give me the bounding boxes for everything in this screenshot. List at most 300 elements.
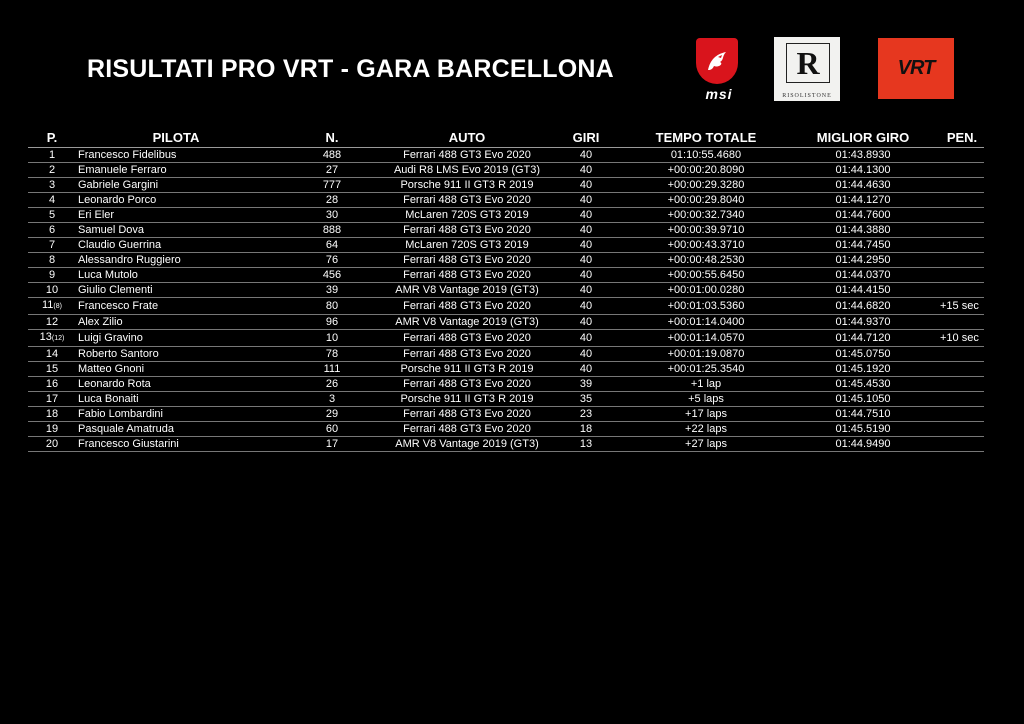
best-lap-cell-text: 01:44.7450 [835, 239, 891, 251]
table-row [28, 253, 984, 268]
position-cell-text: 13 [39, 331, 52, 343]
laps-cell [546, 238, 626, 253]
position-cell-text: 10 [45, 284, 59, 296]
car-cell [388, 330, 546, 347]
laps-cell [546, 193, 626, 208]
total-time-cell [626, 377, 786, 392]
driver-cell [76, 208, 276, 223]
driver-cell-text: Matteo Gnoni [78, 363, 145, 375]
number-cell [276, 422, 388, 437]
dragon-icon [702, 46, 732, 76]
risolistone-wordmark: RISOLISTONE [782, 93, 832, 99]
position-cell [28, 223, 76, 238]
number-cell [276, 238, 388, 253]
car-cell-text: Ferrari 488 GT3 Evo 2020 [403, 194, 531, 206]
total-time-cell [626, 407, 786, 422]
penalty-cell [940, 347, 984, 362]
number-cell-text: 80 [325, 300, 339, 312]
position-cell-text: 2 [48, 164, 56, 176]
car-cell-text: AMR V8 Vantage 2019 (GT3) [395, 284, 539, 296]
number-cell-text: 10 [325, 332, 339, 344]
number-cell-text: 30 [325, 209, 339, 221]
col-header-penalty: PEN. [940, 127, 984, 148]
table-row [28, 283, 984, 298]
total-time-cell [626, 330, 786, 347]
best-lap-cell [786, 407, 940, 422]
vrt-wordmark: VRT [897, 57, 935, 79]
best-lap-cell-text: 01:44.0370 [835, 269, 891, 281]
best-lap-cell-text: 01:43.8930 [835, 149, 891, 161]
laps-cell [546, 253, 626, 268]
number-cell-text: 76 [325, 254, 339, 266]
position-cell [28, 283, 76, 298]
number-cell [276, 315, 388, 330]
car-cell [388, 392, 546, 407]
position-cell [28, 268, 76, 283]
driver-cell [76, 362, 276, 377]
driver-cell [76, 193, 276, 208]
table-row [28, 362, 984, 377]
car-cell-text: Ferrari 488 GT3 Evo 2020 [403, 300, 531, 312]
total-time-cell-text: +00:00:20.8090 [667, 164, 745, 176]
position-cell [28, 437, 76, 452]
penalty-cell [940, 193, 984, 208]
total-time-cell-text: +00:01:00.0280 [667, 284, 745, 296]
total-time-cell-text: +00:01:14.0570 [667, 332, 745, 344]
best-lap-cell [786, 253, 940, 268]
laps-cell-text: 40 [579, 239, 593, 251]
total-time-cell [626, 422, 786, 437]
number-cell [276, 377, 388, 392]
penalty-cell [940, 407, 984, 422]
position-cell [28, 377, 76, 392]
col-header-driver: PILOTA [76, 127, 276, 148]
car-cell [388, 407, 546, 422]
penalty-cell [940, 362, 984, 377]
car-cell-text: Ferrari 488 GT3 Evo 2020 [403, 269, 531, 281]
original-position-note: (12) [51, 335, 65, 342]
driver-cell [76, 163, 276, 178]
driver-cell-text: Emanuele Ferraro [78, 164, 167, 176]
car-cell [388, 298, 546, 315]
table-row [28, 407, 984, 422]
number-cell [276, 392, 388, 407]
laps-cell [546, 298, 626, 315]
car-cell-text: Ferrari 488 GT3 Evo 2020 [403, 254, 531, 266]
penalty-cell [940, 253, 984, 268]
car-cell-text: Ferrari 488 GT3 Evo 2020 [403, 378, 531, 390]
driver-cell [76, 253, 276, 268]
best-lap-cell-text: 01:45.4530 [835, 378, 891, 390]
penalty-cell [940, 392, 984, 407]
total-time-cell [626, 148, 786, 163]
table-row [28, 178, 984, 193]
header-row [28, 127, 984, 148]
table-row [28, 330, 984, 347]
best-lap-cell-text: 01:45.0750 [835, 348, 891, 360]
position-cell [28, 330, 76, 347]
driver-cell-text: Roberto Santoro [78, 348, 159, 360]
table-row [28, 238, 984, 253]
position-cell-text: 11 [42, 299, 54, 311]
risolistone-mark: R [786, 43, 830, 83]
total-time-cell [626, 163, 786, 178]
number-cell-text: 456 [322, 269, 342, 281]
number-cell [276, 208, 388, 223]
laps-cell-text: 39 [579, 378, 593, 390]
car-cell-text: McLaren 720S GT3 2019 [405, 239, 529, 251]
position-cell [28, 178, 76, 193]
best-lap-cell [786, 422, 940, 437]
position-cell [28, 253, 76, 268]
driver-cell [76, 315, 276, 330]
penalty-cell [940, 178, 984, 193]
best-lap-cell [786, 347, 940, 362]
position-cell [28, 208, 76, 223]
laps-cell [546, 178, 626, 193]
car-cell-text: Audi R8 LMS Evo 2019 (GT3) [393, 164, 541, 176]
total-time-cell-text: +00:00:32.7340 [667, 209, 745, 221]
laps-cell-text: 13 [579, 438, 593, 450]
driver-cell-text: Eri Eler [78, 209, 115, 221]
driver-cell-text: Francesco Frate [78, 300, 159, 312]
page-title: RISULTATI PRO VRT - GARA BARCELLONA [87, 55, 614, 83]
col-header-total-time: TEMPO TOTALE [626, 127, 786, 148]
number-cell [276, 347, 388, 362]
driver-cell [76, 330, 276, 347]
table-row [28, 148, 984, 163]
best-lap-cell [786, 193, 940, 208]
best-lap-cell [786, 315, 940, 330]
penalty-cell [940, 148, 984, 163]
position-cell-text: 18 [45, 408, 59, 420]
driver-cell-text: Pasquale Amatruda [78, 423, 175, 435]
laps-cell [546, 362, 626, 377]
penalty-cell [940, 223, 984, 238]
driver-cell-text: Alex Zilio [78, 316, 123, 328]
total-time-cell [626, 253, 786, 268]
best-lap-cell-text: 01:44.4630 [835, 179, 891, 191]
car-cell-text: Ferrari 488 GT3 Evo 2020 [403, 348, 531, 360]
position-cell [28, 148, 76, 163]
total-time-cell-text: 01:10:55.4680 [670, 149, 742, 161]
best-lap-cell [786, 178, 940, 193]
driver-cell [76, 223, 276, 238]
best-lap-cell-text: 01:44.3880 [835, 224, 891, 236]
car-cell [388, 422, 546, 437]
car-cell-text: Ferrari 488 GT3 Evo 2020 [403, 149, 531, 161]
col-header-position: P. [28, 127, 76, 148]
best-lap-cell-text: 01:44.1270 [835, 194, 891, 206]
laps-cell [546, 208, 626, 223]
position-cell [28, 347, 76, 362]
position-cell [28, 422, 76, 437]
position-cell [28, 238, 76, 253]
position-cell-text: 20 [45, 438, 59, 450]
car-cell [388, 315, 546, 330]
laps-cell-text: 40 [579, 254, 593, 266]
laps-cell-text: 40 [579, 316, 593, 328]
table-row [28, 377, 984, 392]
penalty-cell [940, 238, 984, 253]
vrt-logo [878, 38, 954, 99]
laps-cell-text: 40 [579, 164, 593, 176]
col-header-car: AUTO [388, 127, 546, 148]
laps-cell-text: 40 [579, 179, 593, 191]
total-time-cell-text: +00:00:29.3280 [667, 179, 745, 191]
total-time-cell-text: +00:00:55.6450 [667, 269, 745, 281]
best-lap-cell [786, 208, 940, 223]
car-cell [388, 208, 546, 223]
number-cell [276, 437, 388, 452]
number-cell-text: 888 [322, 224, 342, 236]
total-time-cell [626, 208, 786, 223]
number-cell-text: 488 [322, 149, 342, 161]
number-cell-text: 29 [325, 408, 339, 420]
position-cell-text: 16 [45, 378, 59, 390]
number-cell-text: 17 [325, 438, 339, 450]
best-lap-cell-text: 01:44.7600 [835, 209, 891, 221]
driver-cell [76, 298, 276, 315]
number-cell-text: 28 [325, 194, 339, 206]
col-header-best-lap: MIGLIOR GIRO [786, 127, 940, 148]
penalty-cell [940, 377, 984, 392]
number-cell-text: 60 [325, 423, 339, 435]
number-cell [276, 253, 388, 268]
position-cell-text: 5 [48, 209, 56, 221]
best-lap-cell-text: 01:45.5190 [835, 423, 891, 435]
table-row [28, 422, 984, 437]
laps-cell [546, 437, 626, 452]
laps-cell-text: 18 [579, 423, 593, 435]
car-cell [388, 268, 546, 283]
table-row [28, 315, 984, 330]
table-row [28, 193, 984, 208]
car-cell-text: Porsche 911 II GT3 R 2019 [400, 393, 534, 405]
number-cell [276, 148, 388, 163]
penalty-cell-text: +15 sec [940, 300, 979, 312]
position-cell [28, 315, 76, 330]
driver-cell-text: Claudio Guerrina [78, 239, 162, 251]
driver-cell-text: Luigi Gravino [78, 332, 143, 344]
penalty-cell [940, 283, 984, 298]
penalty-cell [940, 422, 984, 437]
table-row [28, 208, 984, 223]
car-cell-text: Porsche 911 II GT3 R 2019 [400, 179, 534, 191]
car-cell-text: Porsche 911 II GT3 R 2019 [400, 363, 534, 375]
driver-cell-text: Giulio Clementi [78, 284, 153, 296]
risolistone-logo [774, 37, 840, 101]
driver-cell-text: Alessandro Ruggiero [78, 254, 181, 266]
table-row [28, 298, 984, 315]
driver-cell-text: Leonardo Rota [78, 378, 151, 390]
position-cell-text: 9 [48, 269, 56, 281]
laps-cell [546, 377, 626, 392]
laps-cell [546, 148, 626, 163]
col-header-number: N. [276, 127, 388, 148]
driver-cell [76, 148, 276, 163]
position-cell [28, 362, 76, 377]
total-time-cell-text: +00:01:25.3540 [667, 363, 745, 375]
driver-cell-text: Samuel Dova [78, 224, 145, 236]
laps-cell-text: 40 [579, 348, 593, 360]
position-cell-text: 19 [45, 423, 59, 435]
best-lap-cell-text: 01:45.1050 [835, 393, 891, 405]
laps-cell [546, 407, 626, 422]
position-cell-text: 7 [48, 239, 56, 251]
total-time-cell-text: +00:01:19.0870 [667, 348, 745, 360]
total-time-cell [626, 298, 786, 315]
total-time-cell-text: +00:00:29.8040 [667, 194, 745, 206]
car-cell [388, 362, 546, 377]
best-lap-cell-text: 01:44.2950 [835, 254, 891, 266]
penalty-cell [940, 437, 984, 452]
results-table [28, 127, 984, 452]
car-cell-text: AMR V8 Vantage 2019 (GT3) [395, 316, 539, 328]
total-time-cell-text: +5 laps [688, 393, 724, 405]
penalty-cell [940, 330, 984, 347]
car-cell-text: Ferrari 488 GT3 Evo 2020 [403, 423, 531, 435]
laps-cell [546, 223, 626, 238]
total-time-cell-text: +1 lap [690, 378, 722, 390]
car-cell-text: AMR V8 Vantage 2019 (GT3) [395, 438, 539, 450]
laps-cell [546, 268, 626, 283]
laps-cell [546, 315, 626, 330]
laps-cell-text: 40 [579, 284, 593, 296]
best-lap-cell [786, 163, 940, 178]
car-cell [388, 283, 546, 298]
number-cell [276, 163, 388, 178]
table-row [28, 392, 984, 407]
car-cell [388, 163, 546, 178]
number-cell [276, 407, 388, 422]
best-lap-cell-text: 01:44.7120 [835, 332, 891, 344]
best-lap-cell [786, 298, 940, 315]
driver-cell-text: Gabriele Gargini [78, 179, 159, 191]
position-cell-text: 15 [45, 363, 59, 375]
total-time-cell [626, 193, 786, 208]
position-cell-text: 4 [48, 194, 56, 206]
position-cell-text: 3 [48, 179, 56, 191]
total-time-cell [626, 178, 786, 193]
number-cell [276, 298, 388, 315]
car-cell [388, 148, 546, 163]
number-cell [276, 283, 388, 298]
col-header-laps: GIRI [546, 127, 626, 148]
table-row [28, 268, 984, 283]
number-cell [276, 178, 388, 193]
car-cell [388, 223, 546, 238]
driver-cell [76, 178, 276, 193]
driver-cell-text: Luca Bonaiti [78, 393, 139, 405]
driver-cell-text: Luca Mutolo [78, 269, 138, 281]
penalty-cell [940, 163, 984, 178]
laps-cell-text: 40 [579, 194, 593, 206]
total-time-cell [626, 315, 786, 330]
driver-cell [76, 377, 276, 392]
car-cell-text: Ferrari 488 GT3 Evo 2020 [403, 332, 531, 344]
original-position-note: (8) [53, 303, 62, 310]
best-lap-cell-text: 01:44.7510 [835, 408, 891, 420]
total-time-cell [626, 283, 786, 298]
best-lap-cell [786, 148, 940, 163]
total-time-cell [626, 223, 786, 238]
car-cell [388, 238, 546, 253]
number-cell-text: 39 [325, 284, 339, 296]
best-lap-cell [786, 362, 940, 377]
position-cell-text: 17 [45, 393, 59, 405]
penalty-cell [940, 315, 984, 330]
best-lap-cell-text: 01:44.1300 [835, 164, 891, 176]
number-cell-text: 3 [328, 393, 336, 405]
number-cell-text: 64 [325, 239, 339, 251]
table-row [28, 437, 984, 452]
driver-cell [76, 407, 276, 422]
best-lap-cell [786, 223, 940, 238]
number-cell [276, 362, 388, 377]
position-cell-text: 14 [45, 348, 59, 360]
best-lap-cell [786, 238, 940, 253]
driver-cell [76, 392, 276, 407]
driver-cell [76, 238, 276, 253]
best-lap-cell-text: 01:44.9490 [835, 438, 891, 450]
number-cell [276, 330, 388, 347]
laps-cell [546, 330, 626, 347]
number-cell [276, 223, 388, 238]
laps-cell [546, 163, 626, 178]
driver-cell-text: Francesco Giustarini [78, 438, 179, 450]
best-lap-cell [786, 377, 940, 392]
total-time-cell-text: +00:00:48.2530 [667, 254, 745, 266]
laps-cell-text: 23 [579, 408, 593, 420]
msi-wordmark: msi [705, 86, 733, 102]
laps-cell [546, 347, 626, 362]
number-cell [276, 193, 388, 208]
best-lap-cell-text: 01:45.1920 [835, 363, 891, 375]
total-time-cell-text: +27 laps [685, 438, 727, 450]
laps-cell [546, 283, 626, 298]
table-row [28, 347, 984, 362]
car-cell-text: Ferrari 488 GT3 Evo 2020 [403, 224, 531, 236]
driver-cell [76, 347, 276, 362]
laps-cell-text: 40 [579, 209, 593, 221]
best-lap-cell [786, 330, 940, 347]
position-cell-text: 12 [45, 316, 59, 328]
best-lap-cell-text: 01:44.9370 [835, 316, 891, 328]
total-time-cell [626, 362, 786, 377]
total-time-cell [626, 268, 786, 283]
driver-cell-text: Leonardo Porco [78, 194, 157, 206]
number-cell-text: 777 [322, 179, 342, 191]
laps-cell [546, 422, 626, 437]
best-lap-cell [786, 437, 940, 452]
penalty-cell-text: +10 sec [940, 332, 979, 344]
car-cell-text: Ferrari 488 GT3 Evo 2020 [403, 408, 531, 420]
driver-cell-text: Fabio Lombardini [78, 408, 163, 420]
total-time-cell-text: +17 laps [685, 408, 727, 420]
car-cell [388, 347, 546, 362]
driver-cell [76, 283, 276, 298]
total-time-cell-text: +22 laps [685, 423, 727, 435]
laps-cell-text: 40 [579, 149, 593, 161]
number-cell-text: 111 [323, 363, 341, 375]
best-lap-cell [786, 268, 940, 283]
total-time-cell-text: +00:01:14.0400 [667, 316, 745, 328]
laps-cell-text: 40 [579, 269, 593, 281]
position-cell-text: 6 [48, 224, 56, 236]
position-cell [28, 392, 76, 407]
car-cell-text: McLaren 720S GT3 2019 [405, 209, 529, 221]
